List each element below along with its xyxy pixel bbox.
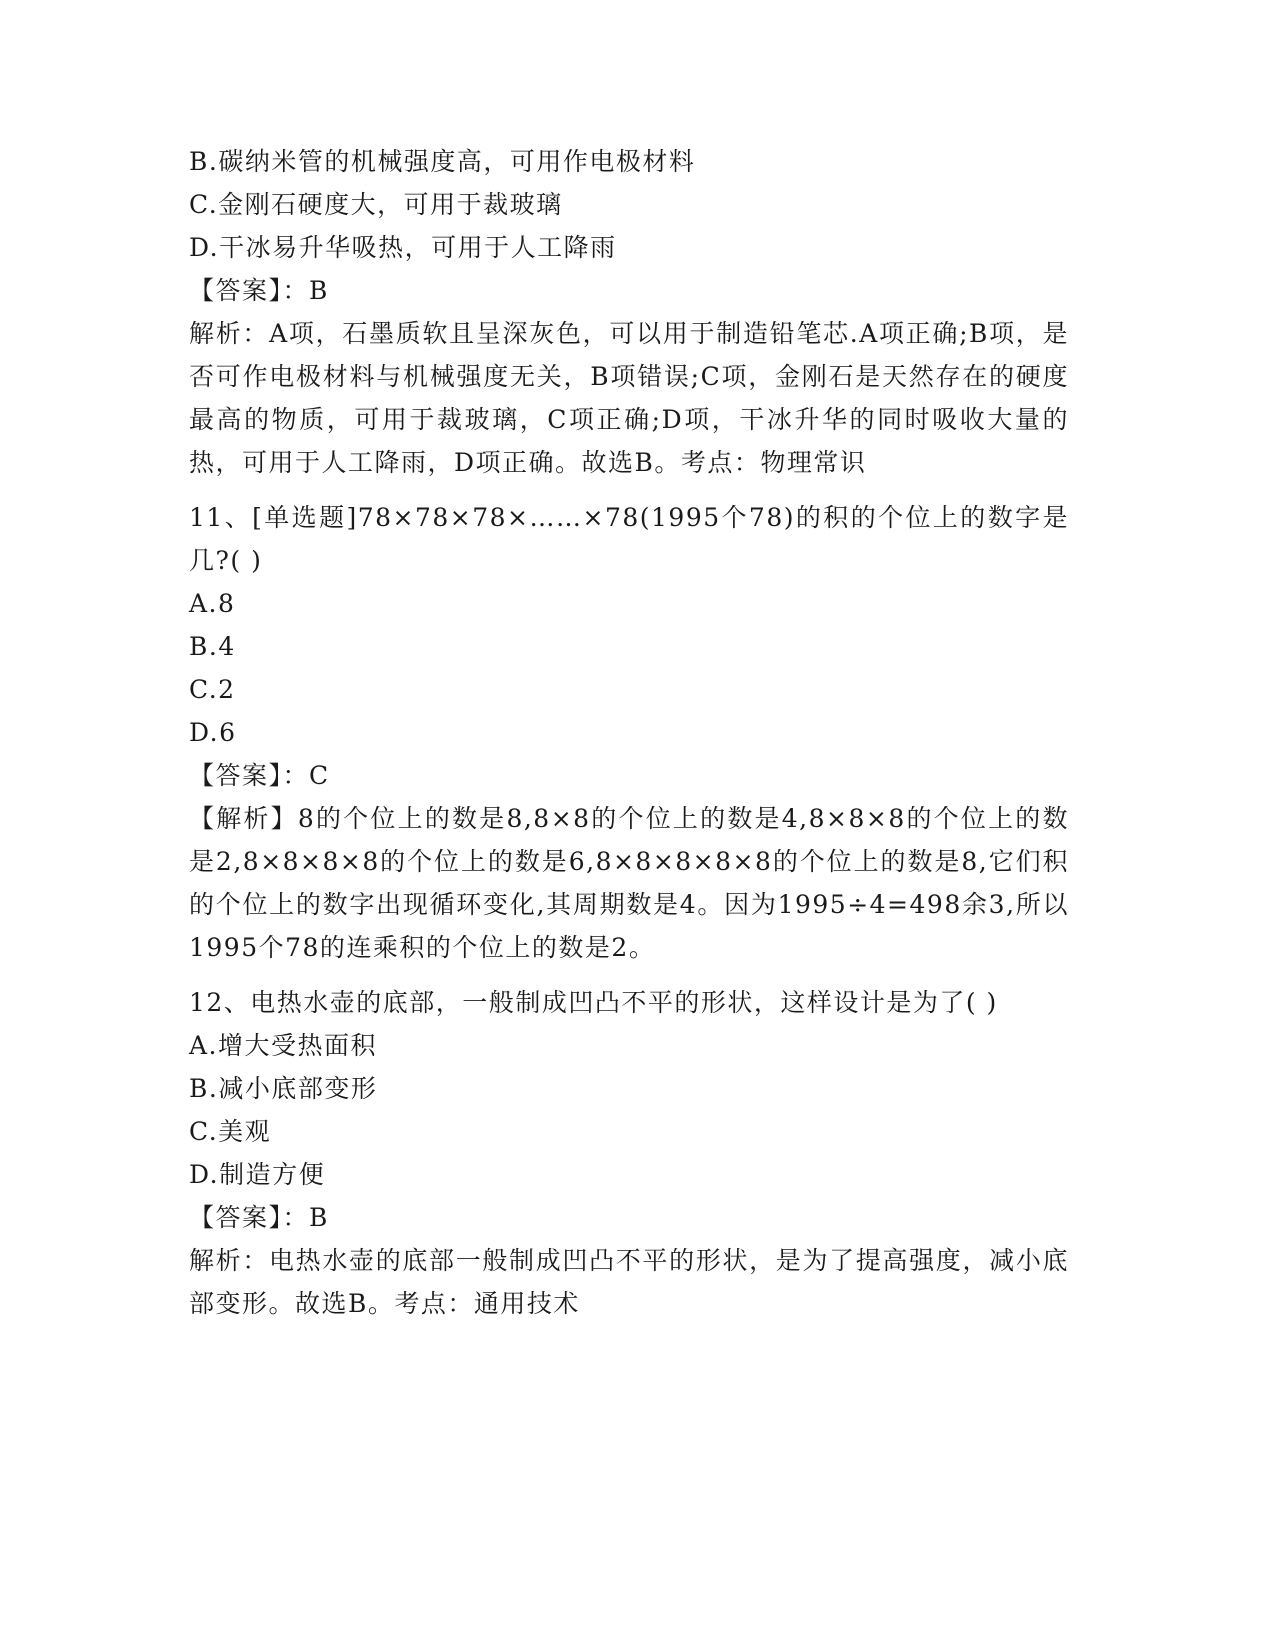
explanation: 【解析】8的个位上的数是8,8×8的个位上的数是4,8×8×8的个位上的数是2,8×8×8×8的个位上的数是6,8×8×8×8×8的个位上的数是8,它们积的个位上的数字出现循环变化,其周期数是4。因为1995÷4=498余3,所以1995个78的连乘积的个位上的数是2。: [189, 804, 1069, 962]
option-c: C.美观: [189, 1117, 272, 1146]
option-c: C.2: [189, 675, 236, 704]
option-b: B.碳纳米管的机械强度高，可用作电极材料: [189, 147, 696, 176]
answer: 【答案】：B: [189, 276, 329, 305]
option-d: D.6: [189, 718, 237, 747]
option-c: C.金刚石硬度大，可用于裁玻璃: [189, 190, 563, 219]
option-d: D.制造方便: [189, 1160, 326, 1189]
option-a: A.8: [189, 589, 236, 618]
document-page: [189, 140, 1089, 1325]
option-a: A.增大受热面积: [189, 1031, 378, 1060]
explanation: 解析：A项，石墨质软且呈深灰色，可以用于制造铅笔芯.A项正确;B项，是否可作电极材料与机械强度无关，B项错误;C项，金刚石是天然存在的硬度最高的物质，可用于裁玻璃，C项正确;D项，干冰升华的同时吸收大量的热，可用于人工降雨，D项正确。故选B。考点：物理常识: [189, 319, 1069, 477]
question-stem: 12、电热水壶的底部，一般制成凹凸不平的形状，这样设计是为了( ): [189, 988, 998, 1017]
question-10-block: [189, 140, 1089, 484]
question-stem: 11、[单选题]78×78×78×……×78(1995个78)的积的个位上的数字是几?( ): [189, 503, 1069, 575]
option-d: D.干冰易升华吸热，可用于人工降雨: [189, 233, 617, 262]
option-b: B.4: [189, 632, 236, 661]
answer: 【答案】：B: [189, 1203, 329, 1232]
question-11-block: [189, 496, 1089, 969]
option-b: B.减小底部变形: [189, 1074, 378, 1103]
explanation: 解析：电热水壶的底部一般制成凹凸不平的形状，是为了提高强度，减小底部变形。故选B。考点：通用技术: [189, 1246, 1069, 1318]
answer: 【答案】：C: [189, 761, 330, 790]
question-12-block: [189, 981, 1089, 1325]
